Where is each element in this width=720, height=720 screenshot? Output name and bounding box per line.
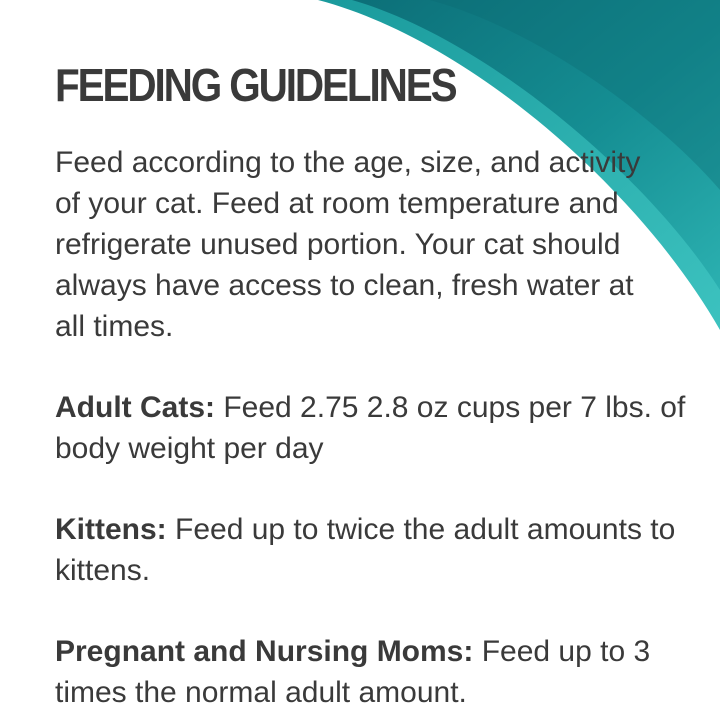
kittens-label: Kittens:: [55, 513, 167, 546]
page-title: FEEDING GUIDELINES: [55, 59, 456, 111]
kittens-text: Feed up to twice the adult amounts to kittens.: [55, 513, 676, 587]
pregnant-nursing-label: Pregnant and Nursing Moms:: [55, 635, 474, 668]
pregnant-nursing-text: Feed up to 3 times the normal adult amount.: [55, 635, 651, 709]
adult-cats-text: Feed 2.75 2.8 oz cups per 7 lbs. of body weight per day: [55, 391, 686, 465]
kittens-section: [55, 509, 695, 591]
pregnant-nursing-section: [55, 631, 695, 713]
intro-paragraph: Feed according to the age, size, and activity of your cat. Feed at room temperature and refrigerate unused portion. Your cat should always have access to clean, fresh water at all times.: [55, 146, 641, 343]
text-content: [55, 59, 695, 713]
adult-cats-section: [55, 387, 695, 469]
adult-cats-label: Adult Cats:: [55, 391, 215, 424]
